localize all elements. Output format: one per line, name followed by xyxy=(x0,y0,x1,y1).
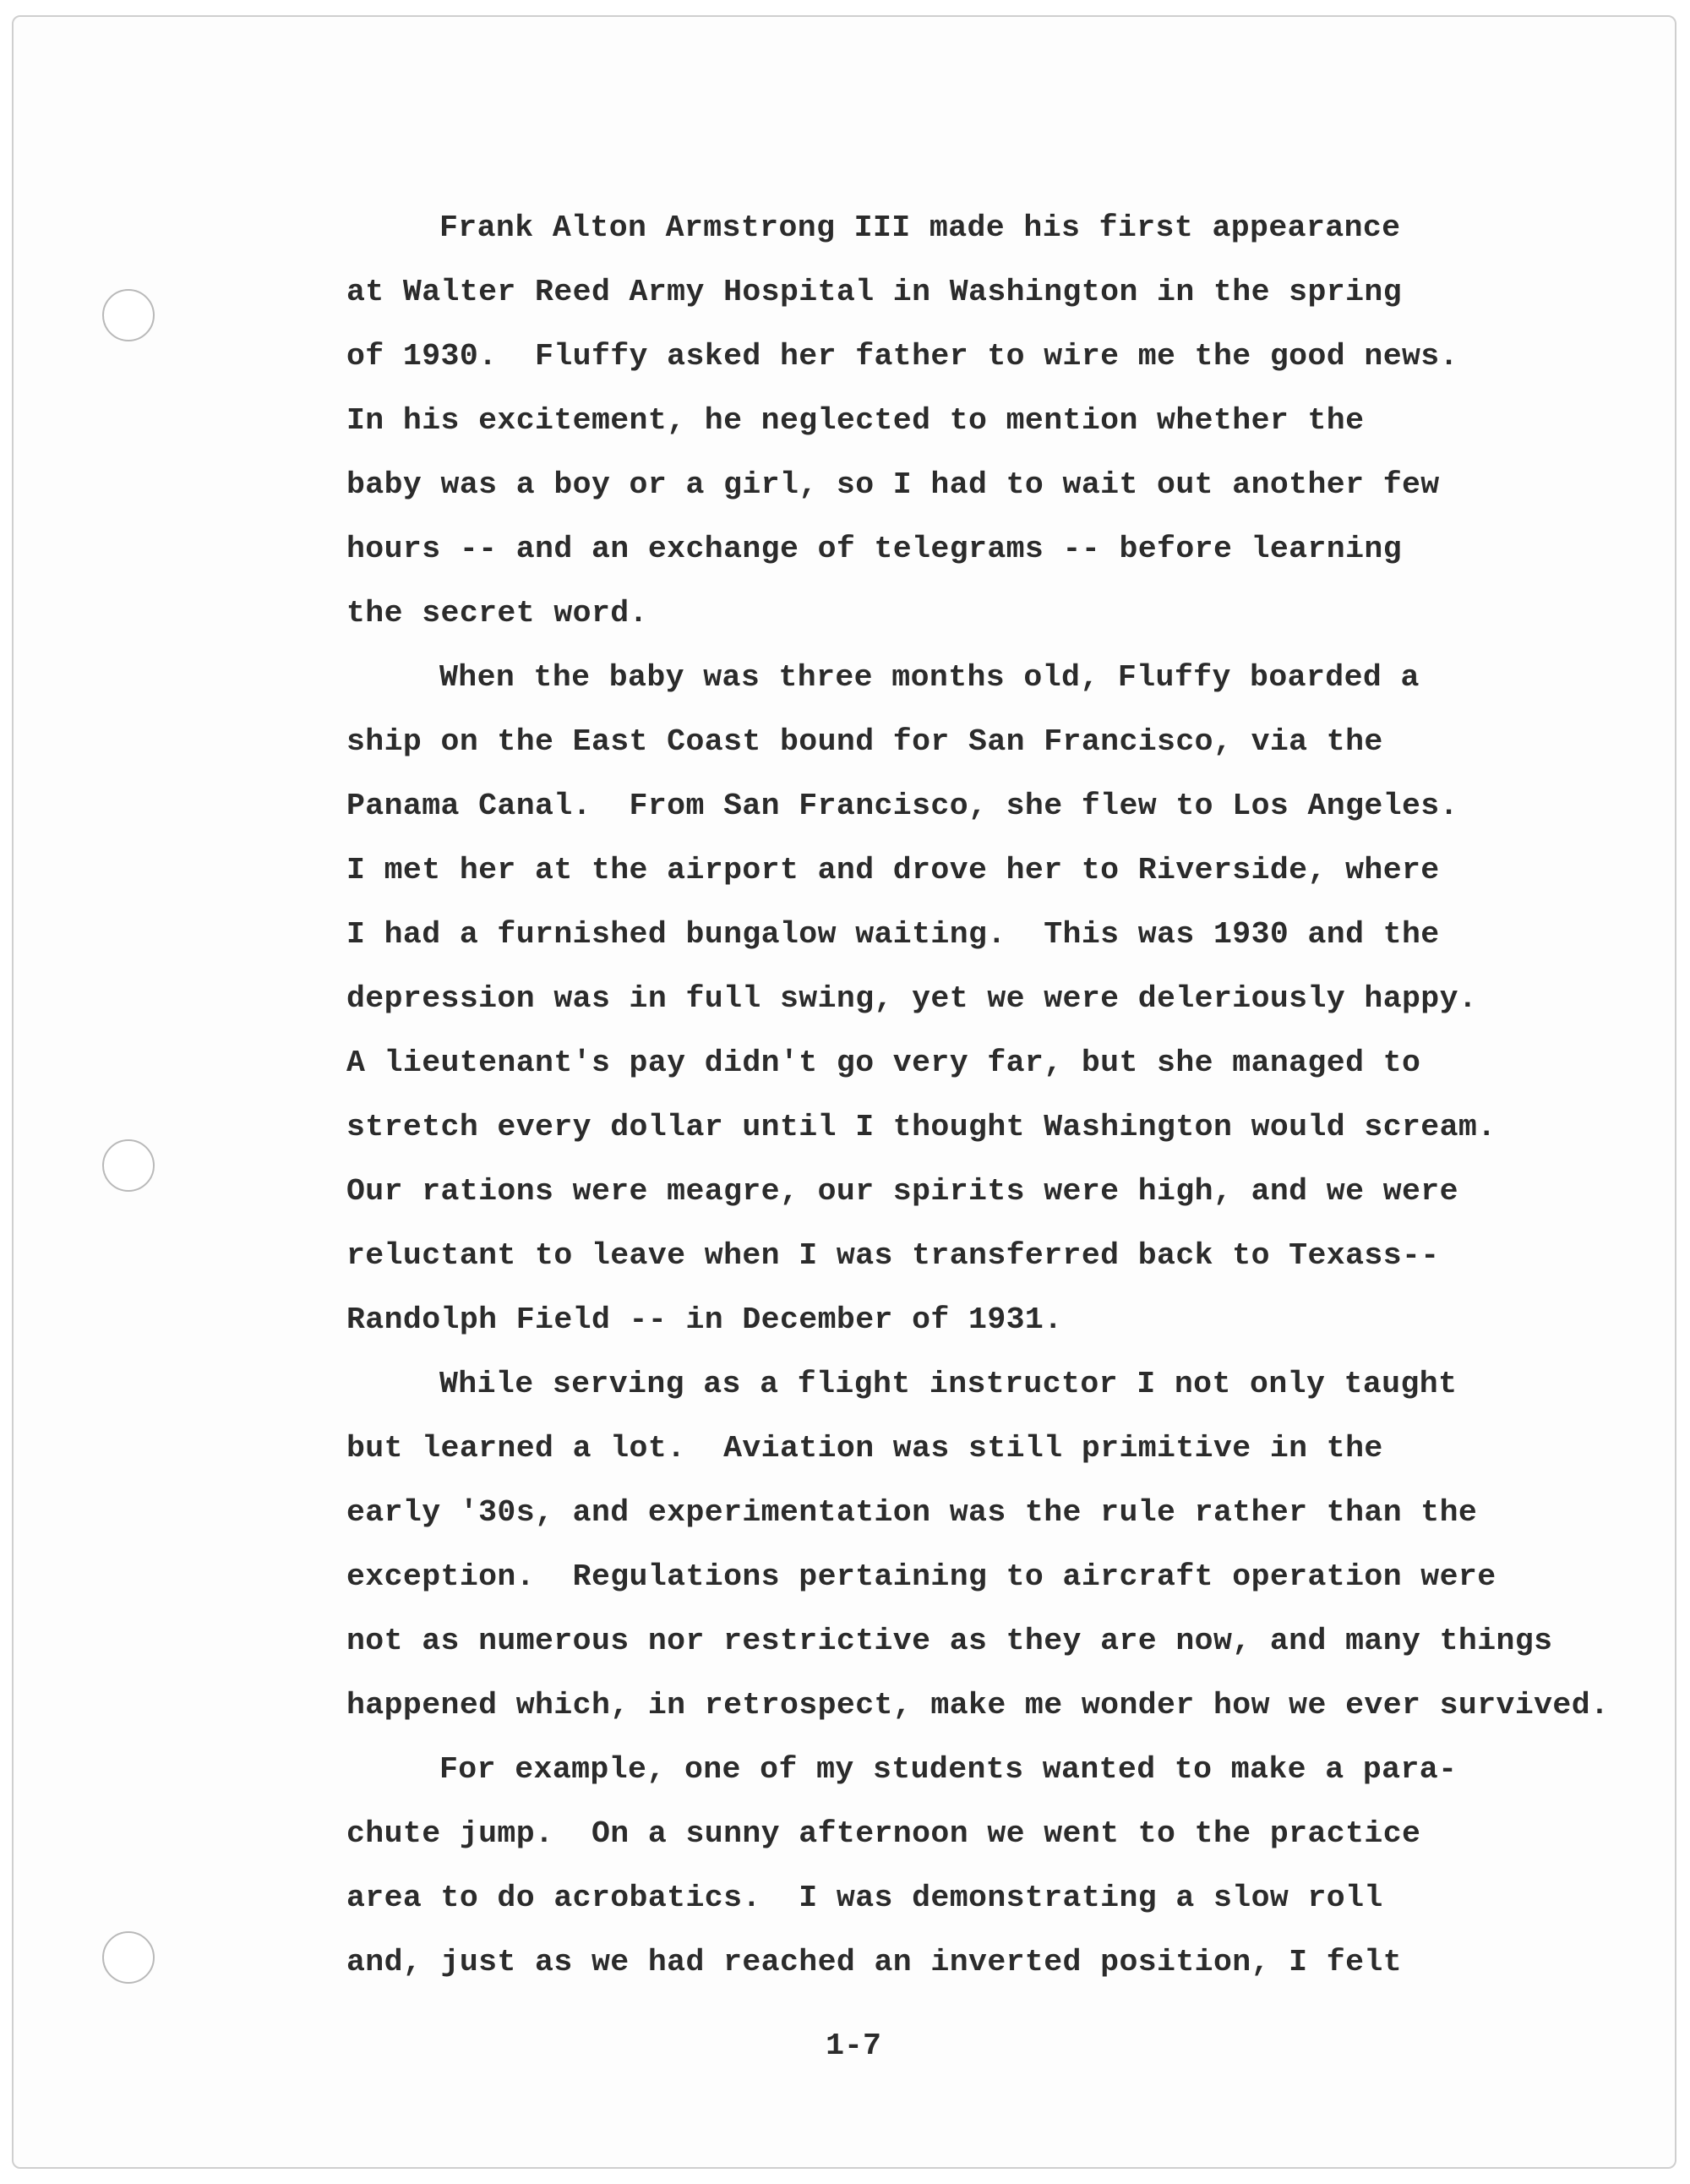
paragraph-1-line-1: Frank Alton Armstrong III made his first appearance xyxy=(439,210,1401,245)
paragraph-2-line-10: reluctant to leave when I was transferred back to Texass-- xyxy=(346,1238,1440,1273)
paragraph-2-line-8: stretch every dollar until I thought Washington would scream. xyxy=(346,1110,1496,1144)
paragraph-4-line-3: area to do acrobatics. I was demonstrating a slow roll xyxy=(346,1881,1383,1915)
binder-hole-top xyxy=(102,289,155,341)
paragraph-3-line-3: early '30s, and experimentation was the rule rather than the xyxy=(346,1495,1478,1530)
paragraph-3-line-5: not as numerous nor restrictive as they are now, and many things xyxy=(346,1624,1553,1658)
paragraph-3-line-6: happened which, in retrospect, make me wonder how we ever survived. xyxy=(346,1688,1610,1723)
paragraph-2-line-5: I had a furnished bungalow waiting. This was 1930 and the xyxy=(346,917,1440,952)
paragraph-1-line-4: In his excitement, he neglected to mention whether the xyxy=(346,403,1365,438)
paragraph-4-line-4: and, just as we had reached an inverted position, I felt xyxy=(346,1945,1402,1979)
paragraph-2-line-2: ship on the East Coast bound for San Francisco, via the xyxy=(346,724,1383,759)
paragraph-2-line-6: depression was in full swing, yet we were deleriously happy. xyxy=(346,981,1478,1016)
paragraph-4-line-1: For example, one of my students wanted to make a para- xyxy=(439,1752,1458,1787)
binder-hole-bottom xyxy=(102,1931,155,1984)
paragraph-2-line-7: A lieutenant's pay didn't go very far, but she managed to xyxy=(346,1046,1421,1080)
typewritten-body xyxy=(346,196,1648,1995)
paragraph-1-line-6: hours -- and an exchange of telegrams -- before learning xyxy=(346,532,1402,566)
paragraph-2-line-4: I met her at the airport and drove her to Riverside, where xyxy=(346,853,1440,887)
paragraph-1-line-2: at Walter Reed Army Hospital in Washington in the spring xyxy=(346,275,1402,309)
paragraph-2-line-11: Randolph Field -- in December of 1931. xyxy=(346,1302,1063,1337)
paragraph-2-line-1: When the baby was three months old, Fluffy boarded a xyxy=(439,660,1420,695)
paragraph-3-line-4: exception. Regulations pertaining to aircraft operation were xyxy=(346,1559,1496,1594)
paragraph-2-line-3: Panama Canal. From San Francisco, she flew to Los Angeles. xyxy=(346,789,1458,823)
paragraph-1-line-7: the secret word. xyxy=(346,596,648,631)
paragraph-1-line-5: baby was a boy or a girl, so I had to wait out another few xyxy=(346,467,1440,502)
paragraph-2-line-9: Our rations were meagre, our spirits were high, and we were xyxy=(346,1174,1458,1209)
binder-hole-middle xyxy=(102,1139,155,1192)
paragraph-4-line-2: chute jump. On a sunny afternoon we went to the practice xyxy=(346,1816,1421,1851)
paragraph-1-line-3: of 1930. Fluffy asked her father to wire me the good news. xyxy=(346,339,1458,374)
paragraph-3-line-2: but learned a lot. Aviation was still primitive in the xyxy=(346,1431,1383,1466)
page-number: 1-7 xyxy=(826,2028,881,2063)
paragraph-3-line-1: While serving as a flight instructor I not only taught xyxy=(439,1367,1458,1401)
